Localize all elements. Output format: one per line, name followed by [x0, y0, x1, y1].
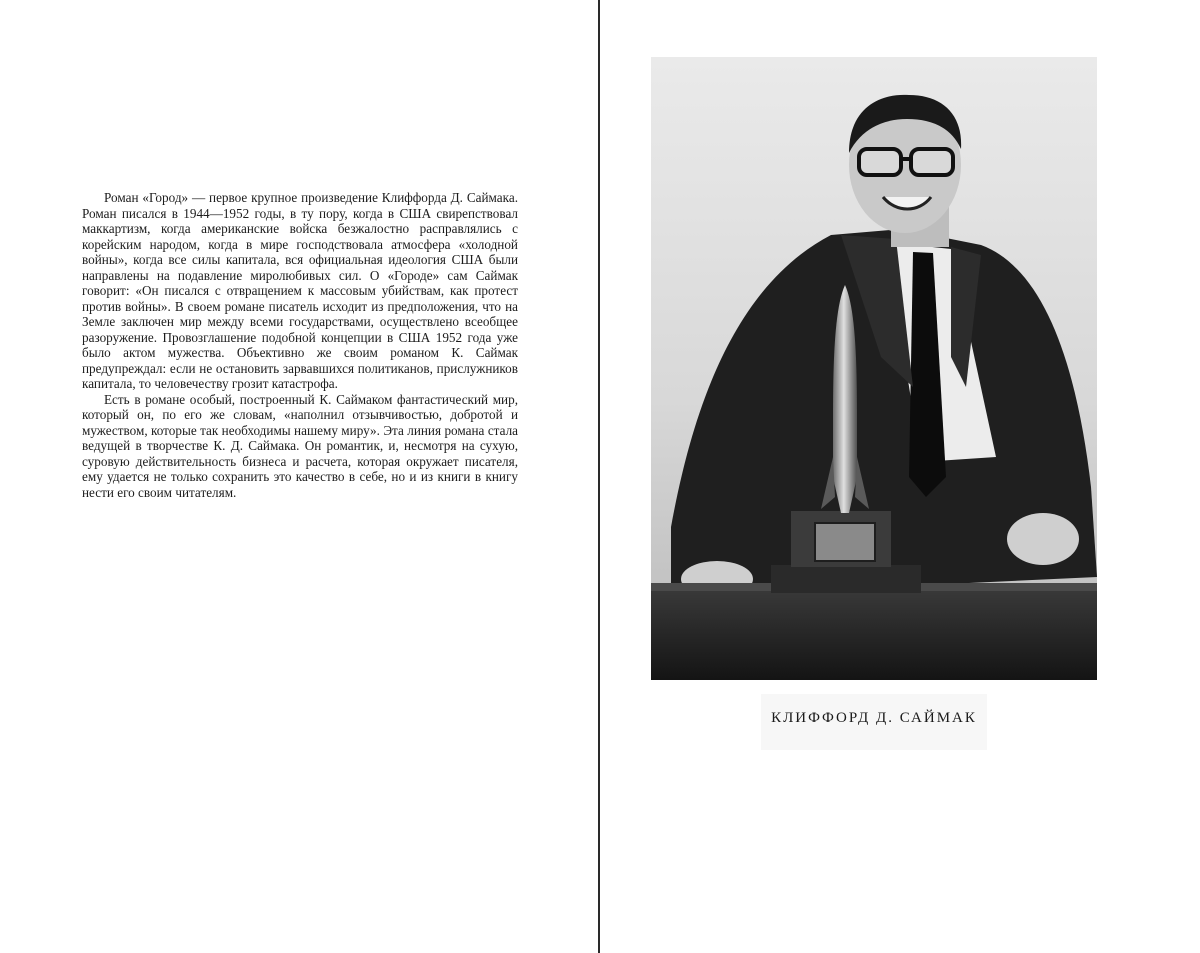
- trophy-plaque: [815, 523, 875, 561]
- paragraph-1: Роман «Город» — первое крупное произведение Клиффорда Д. Саймака. Роман писался в 1944—1952 годы, в ту пору, когда в США свирепствовал маккартизм, когда американские войска безжалостно расправлялись с корейским народом, когда в мире господствовала атмосфера «холодной войны», когда все силы капитала, вся официальная идеология США были направлены на подавление миролюбивых сил. О «Городе» сам Саймак говорит: «Он писался с отвращением к массовым убийствам, как протест против войны». В своем романе писатель исходит из предположения, что на Земле заключен мир между всеми государствами, осуществлено всеобщее разоружение. Провозглашение подобной концепции в США 1952 года уже было актом мужества. Объективно же своим романом К. Саймак предупреждал: если не остановить зарвавшихся политиканов, прислужников капитала, то человечеству грозит катастрофа.: [82, 190, 518, 391]
- preface-text: [82, 190, 518, 500]
- portrait-illustration: [651, 57, 1097, 680]
- caption-box: [761, 694, 987, 750]
- left-page: [0, 0, 598, 953]
- author-portrait: [651, 57, 1097, 680]
- trophy-base-bottom: [771, 565, 921, 593]
- page-gutter: [598, 0, 600, 953]
- right-page: [601, 0, 1200, 953]
- right-hand: [1007, 513, 1079, 565]
- portrait-caption: КЛИФФОРД Д. САЙМАК: [771, 710, 977, 726]
- desk: [651, 587, 1097, 680]
- paragraph-2: Есть в романе особый, построенный К. Саймаком фантастический мир, который он, по его же словам, «наполнил отзывчивостью, добротой и мужеством, которые так необходимы нашему миру». Эта линия романа стала ведущей в творчестве К. Д. Саймака. Он романтик, и, несмотря на сухую, суровую действительность бизнеса и расчета, которая окружает писателя, ему удается не только сохранить это качество в себе, но и из книги в книгу нести его своим читателям.: [82, 391, 518, 500]
